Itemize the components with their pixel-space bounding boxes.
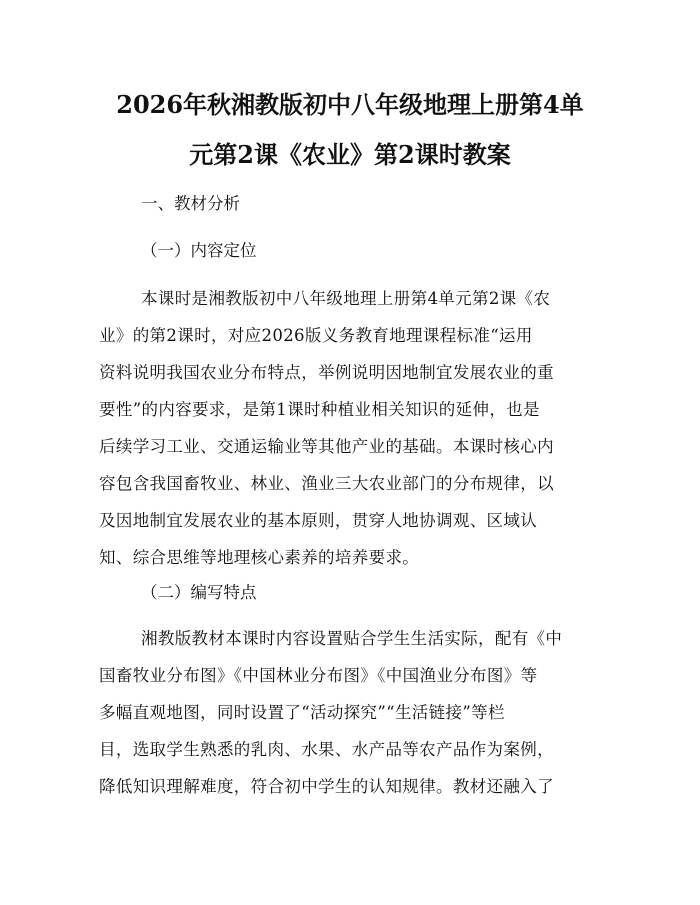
paragraph-line: 国畜牧业分布图》《中国林业分布图》《中国渔业分布图》等 bbox=[99, 666, 538, 685]
paragraph-line: 目，选取学生熟悉的乳肉、水果、水产品等农产品作为案例， bbox=[99, 740, 554, 759]
paragraph-line: 及因地制宜发展农业的基本原则，贯穿人地协调观、区域认 bbox=[99, 511, 538, 530]
title-line-2: 元第2课《农业》第2课时教案 bbox=[189, 140, 511, 169]
paragraph-line: 湘教版教材本课时内容设置贴合学生生活实际，配有《中 bbox=[141, 629, 563, 648]
paragraph-line: 知、综合思维等地理核心素养的培养要求。 bbox=[99, 548, 420, 567]
title-line-1: 2026年秋湘教版初中八年级地理上册第4单 bbox=[116, 90, 584, 119]
document-title bbox=[90, 80, 610, 180]
paragraph-line: 本课时是湘教版初中八年级地理上册第4单元第2课《农 bbox=[141, 289, 551, 308]
subheading-writing-features: （二）编写特点 bbox=[141, 583, 257, 602]
paragraph-line: 业》的第2课时，对应2026版义务教育地理课程标准“运用 bbox=[99, 326, 533, 345]
paragraph-line: 容包含我国畜牧业、林业、渔业三大农业部门的分布规律，以 bbox=[99, 474, 554, 493]
paragraph-content-positioning bbox=[99, 280, 604, 576]
paragraph-line: 降低知识理解难度，符合初中学生的认知规律。教材还融入了 bbox=[99, 777, 554, 796]
section-heading-textbook-analysis: 一、教材分析 bbox=[141, 194, 240, 213]
paragraph-line: 要性”的内容要求，是第1课时种植业相关知识的延伸，也是 bbox=[99, 400, 540, 419]
paragraph-line: 资料说明我国农业分布特点，举例说明因地制宜发展农业的重 bbox=[99, 363, 554, 382]
paragraph-writing-features bbox=[99, 620, 604, 805]
subheading-content-positioning: （一）内容定位 bbox=[141, 241, 257, 260]
paragraph-line: 多幅直观地图，同时设置了“活动探究”“生活链接”等栏 bbox=[99, 703, 505, 722]
paragraph-line: 后续学习工业、交通运输业等其他产业的基础。本课时核心内 bbox=[99, 437, 554, 456]
